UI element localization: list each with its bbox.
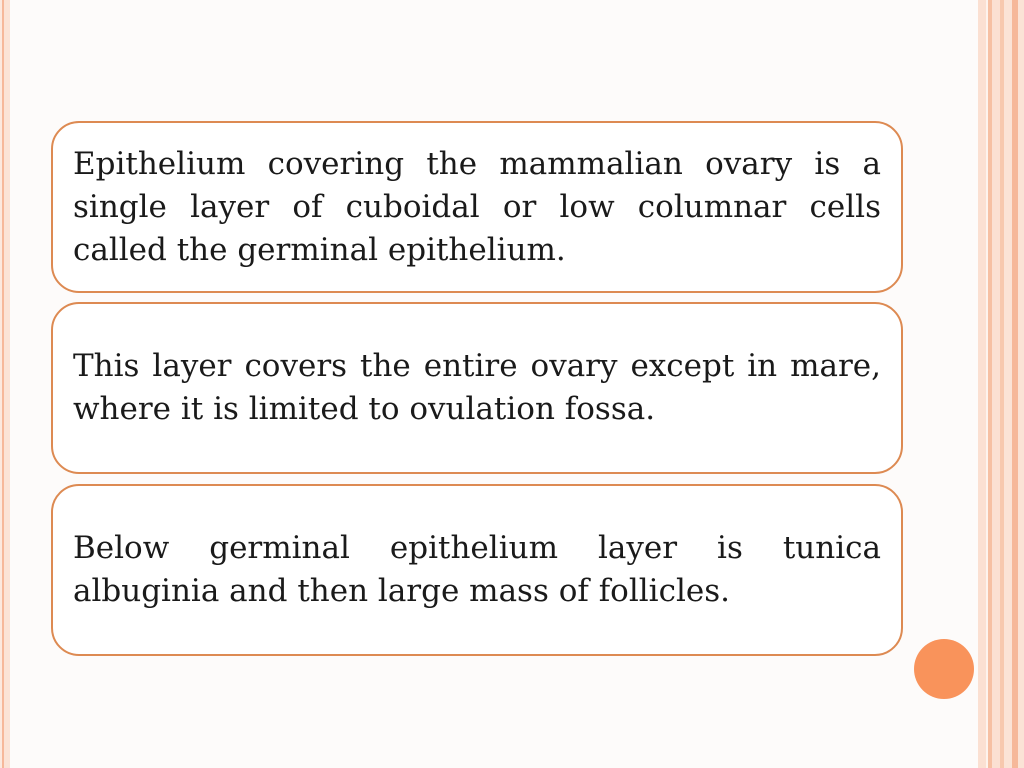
content-box-2 [51, 302, 903, 474]
content-box-1-text: Epithelium covering the mammalian ovary is a single layer of cuboidal or low columnar cells called the germinal epithelium. [73, 145, 881, 268]
content-box-1 [51, 121, 903, 293]
content-box-3 [51, 484, 903, 656]
content-box-3-text: Below germinal epithelium layer is tunica albuginia and then large mass of follicles. [73, 530, 881, 609]
decorative-circle [914, 639, 974, 699]
content-box-2-text: This layer covers the entire ovary except in mare, where it is limited to ovulation fossa. [73, 348, 881, 427]
